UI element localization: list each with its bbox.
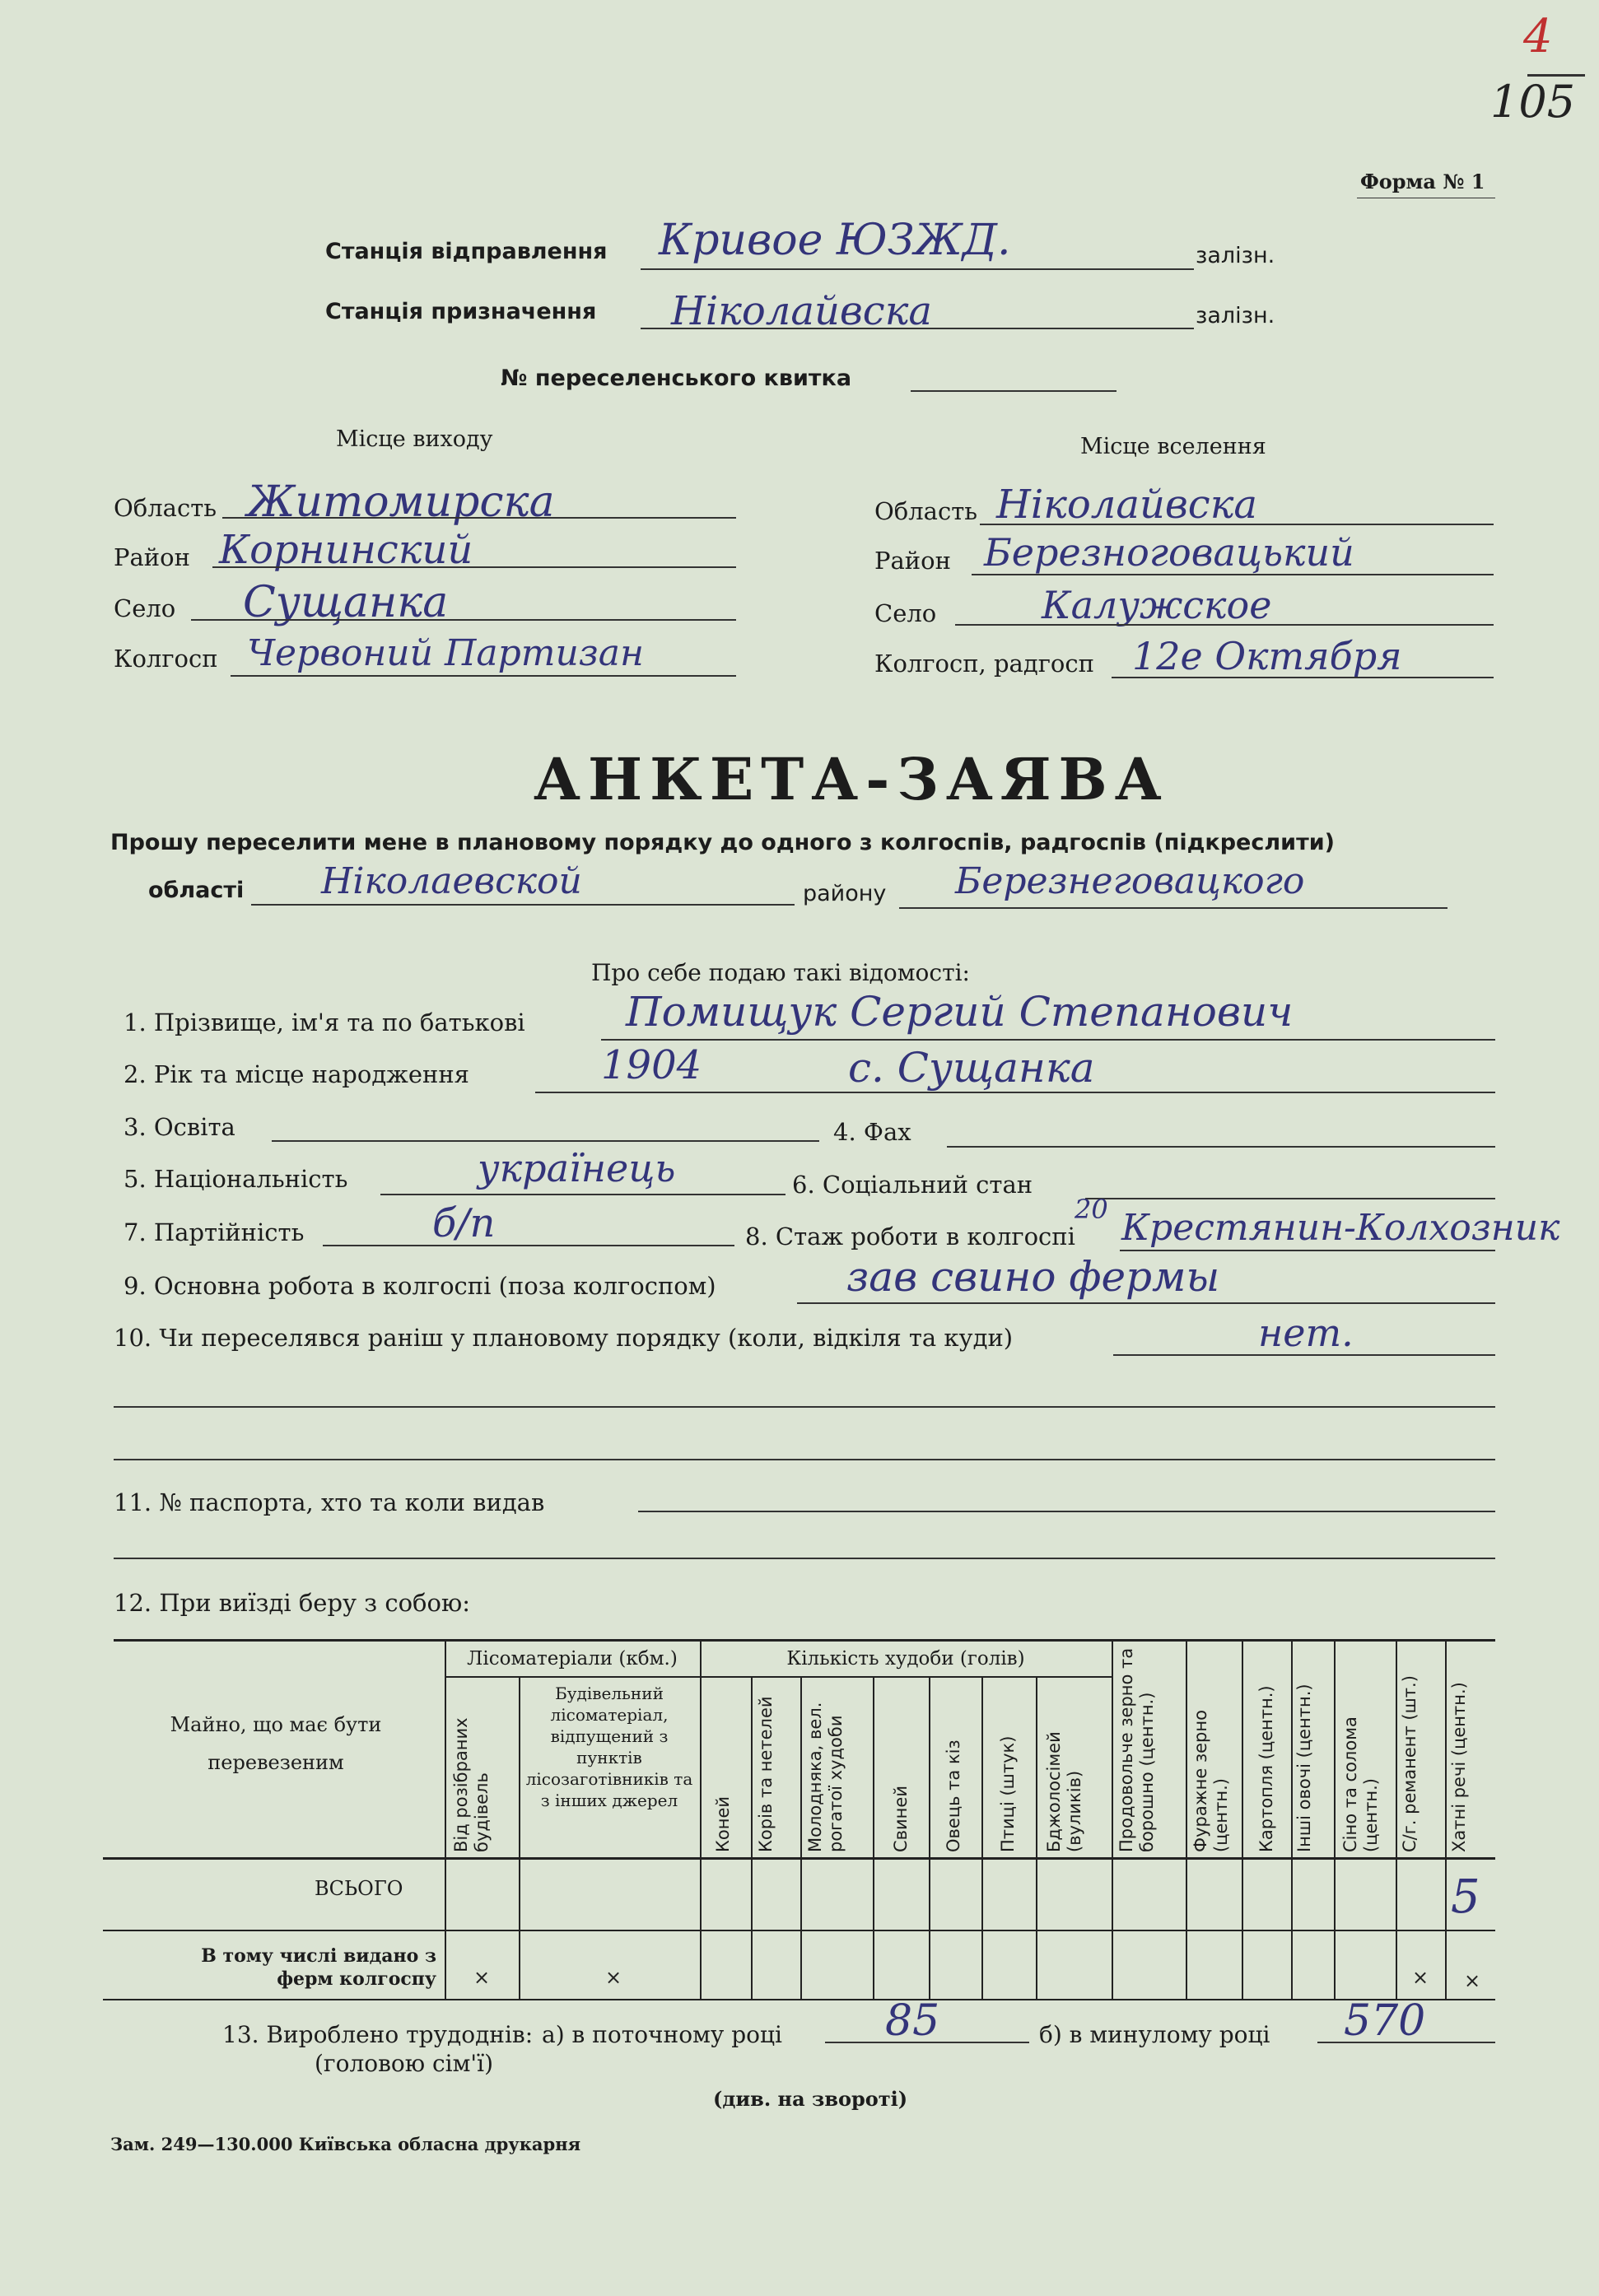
field-8-label: 8. Стаж роботи в колгоспі [745, 1223, 1075, 1250]
workdays-current-label: а) в поточному році [542, 2021, 782, 2048]
origin-kolhosp-label: Колгосп [114, 645, 218, 673]
col-household-items: Хатні речі (центн.) [1449, 1682, 1469, 1852]
col-young-cattle: Молодняка, вел. рогатої худоби [805, 1702, 846, 1852]
col-cows: Корів та нетелей [756, 1696, 776, 1852]
destination-rail-suffix: залізн. [1196, 303, 1275, 328]
settlement-rayon-value: Березноговацький [984, 530, 1354, 575]
origin-oblast-value: Житомирска [247, 477, 555, 527]
livestock-group-header: Кількість худоби (голів) [786, 1648, 1025, 1670]
form-title: АНКЕТА-ЗАЯВА [534, 745, 1169, 813]
settlement-village-value: Калужское [1042, 583, 1272, 627]
field-2-year: 1904 [601, 1042, 702, 1088]
field-11-extra-line [114, 1558, 1495, 1559]
cross-mark: × [605, 1966, 622, 1989]
col-birds: Птиці (штук) [998, 1735, 1018, 1852]
field-2-place: с. Сущанка [848, 1044, 1095, 1092]
request-text: Прошу переселити мене в плановому порядку до одного з колгоспів, радгоспів (підкреслити) [110, 830, 1335, 855]
resettlement-ticket-label: № переселенського квитка [501, 366, 852, 391]
settlement-oblast-value: Ніколайвска [996, 482, 1257, 528]
col-building-timber: Будівельний лісоматеріал, відпущений з пунктів лісозаготівників та з інших джерел [525, 1684, 693, 1810]
property-header: Майно, що має бути перевезеним [170, 1713, 382, 1774]
col-dismantled-buildings: Від розібраних будівель [451, 1717, 492, 1852]
table-bottom-border [103, 1999, 1495, 2000]
settlement-kolhosp-value: 12е Октября [1132, 634, 1402, 678]
settlement-heading: Місце вселення [1080, 434, 1266, 459]
col-pigs: Свиней [891, 1786, 911, 1852]
cross-mark: × [1412, 1966, 1429, 1989]
form-number: Форма № 1 [1360, 170, 1485, 193]
request-rayon-value: Березнеговацкого [955, 860, 1305, 902]
field-7-label: 7. Партійність [124, 1218, 305, 1246]
col-horses: Коней [713, 1795, 733, 1852]
request-oblast-label: області [148, 878, 245, 903]
settlement-rayon-label: Район [874, 547, 951, 575]
sheet-number: 105 [1490, 76, 1576, 128]
col-food-grain: Продовольче зерно та борошно (центн.) [1117, 1647, 1157, 1852]
origin-kolhosp-value: Червоний Партизан [247, 632, 645, 674]
field-10-extra-line [114, 1459, 1495, 1460]
origin-village-label: Село [114, 594, 176, 622]
settlement-kolhosp-label: Колгосп, радгосп [874, 650, 1094, 678]
destination-station-label: Станція призначення [325, 299, 597, 324]
field-5-label: 5. Національність [124, 1165, 348, 1193]
row-total-household-value: 5 [1451, 1870, 1480, 1924]
field-8-value: Крестянин-Колхозник [1121, 1207, 1560, 1249]
field-10-value: нет. [1258, 1311, 1354, 1355]
field-10-extra-line [114, 1406, 1495, 1408]
field-10-label: 10. Чи переселявся раніш у плановому порядку (коли, відкіля та куди) [114, 1324, 1014, 1352]
workdays-current-value: 85 [885, 1996, 940, 2046]
field-3-label: 3. Освіта [124, 1113, 235, 1141]
field-8-superscript: 20 [1075, 1194, 1108, 1225]
origin-oblast-label: Область [114, 494, 217, 522]
field-7-value: б/п [432, 1200, 496, 1246]
field-1-label: 1. Прізвище, ім'я та по батькові [124, 1008, 525, 1036]
table-top-border [114, 1639, 1495, 1642]
field-9-value: зав свино фермы [846, 1253, 1220, 1301]
origin-village-value: Сущанка [243, 578, 449, 627]
col-feed-grain: Фуражне зерно (центн.) [1191, 1710, 1231, 1852]
departure-rail-suffix: залізн. [1196, 243, 1275, 268]
origin-heading: Місце виходу [336, 426, 493, 452]
table-total-row-bottom [103, 1930, 1495, 1931]
field-11-label: 11. № паспорта, хто та коли видав [114, 1488, 545, 1516]
col-hay-straw: Сіно та солома (центн.) [1340, 1716, 1381, 1852]
workdays-last-value: 570 [1344, 1996, 1426, 2046]
field-6-label: 6. Соціальний стан [792, 1171, 1033, 1199]
col-bee-colonies: Бджолосімей (вуликів) [1044, 1731, 1084, 1852]
row-farm-label: В тому числі видано з ферм колгоспу [201, 1945, 436, 1990]
timber-group-header: Лісоматеріали (кбм.) [467, 1648, 678, 1670]
cross-mark: × [473, 1966, 491, 1989]
field-9-label: 9. Основна робота в колгоспі (поза колгоспом) [124, 1272, 716, 1300]
page-number: 4 [1523, 10, 1553, 63]
col-potato: Картопля (центн.) [1256, 1685, 1276, 1852]
field-1-value: Помищук Сергий Степанович [626, 988, 1294, 1036]
settlement-oblast-label: Область [874, 497, 978, 525]
col-farm-tools: С/г. реманент (шт.) [1400, 1675, 1420, 1852]
info-intro: Про себе подаю такі відомості: [591, 959, 970, 986]
field-5-value: українець [478, 1146, 676, 1190]
printer-imprint: Зам. 249—130.000 Київська обласна друкарня [110, 2134, 581, 2154]
departure-station-value: Кривое ЮЗЖД. [659, 216, 1011, 265]
col-sheep-goats: Овець та кіз [944, 1739, 963, 1852]
request-oblast-value: Ніколаевской [321, 860, 582, 902]
col-other-vegetables: Інші овочі (центн.) [1294, 1684, 1314, 1852]
workdays-sublabel: (головою сім'ї) [315, 2050, 493, 2077]
request-rayon-label: району [803, 881, 887, 906]
field-12-label: 12. При виїзді беру з собою: [114, 1589, 470, 1617]
settlement-village-label: Село [874, 599, 937, 627]
field-4-label: 4. Фах [833, 1118, 911, 1146]
workdays-label: 13. Вироблено трудоднів: [222, 2021, 534, 2048]
origin-rayon-label: Район [114, 543, 190, 571]
row-total-label: ВСЬОГО [315, 1877, 403, 1900]
table-header-bottom [103, 1857, 1495, 1860]
destination-station-value: Ніколайвска [671, 288, 932, 334]
departure-station-label: Станція відправлення [325, 239, 608, 264]
see-reverse-note: (див. на звороті) [713, 2087, 908, 2111]
cross-mark: × [1464, 1969, 1481, 1992]
workdays-last-label: б) в минулому році [1039, 2021, 1270, 2048]
field-2-label: 2. Рік та місце народження [124, 1060, 469, 1088]
origin-rayon-value: Корнинский [219, 527, 473, 573]
